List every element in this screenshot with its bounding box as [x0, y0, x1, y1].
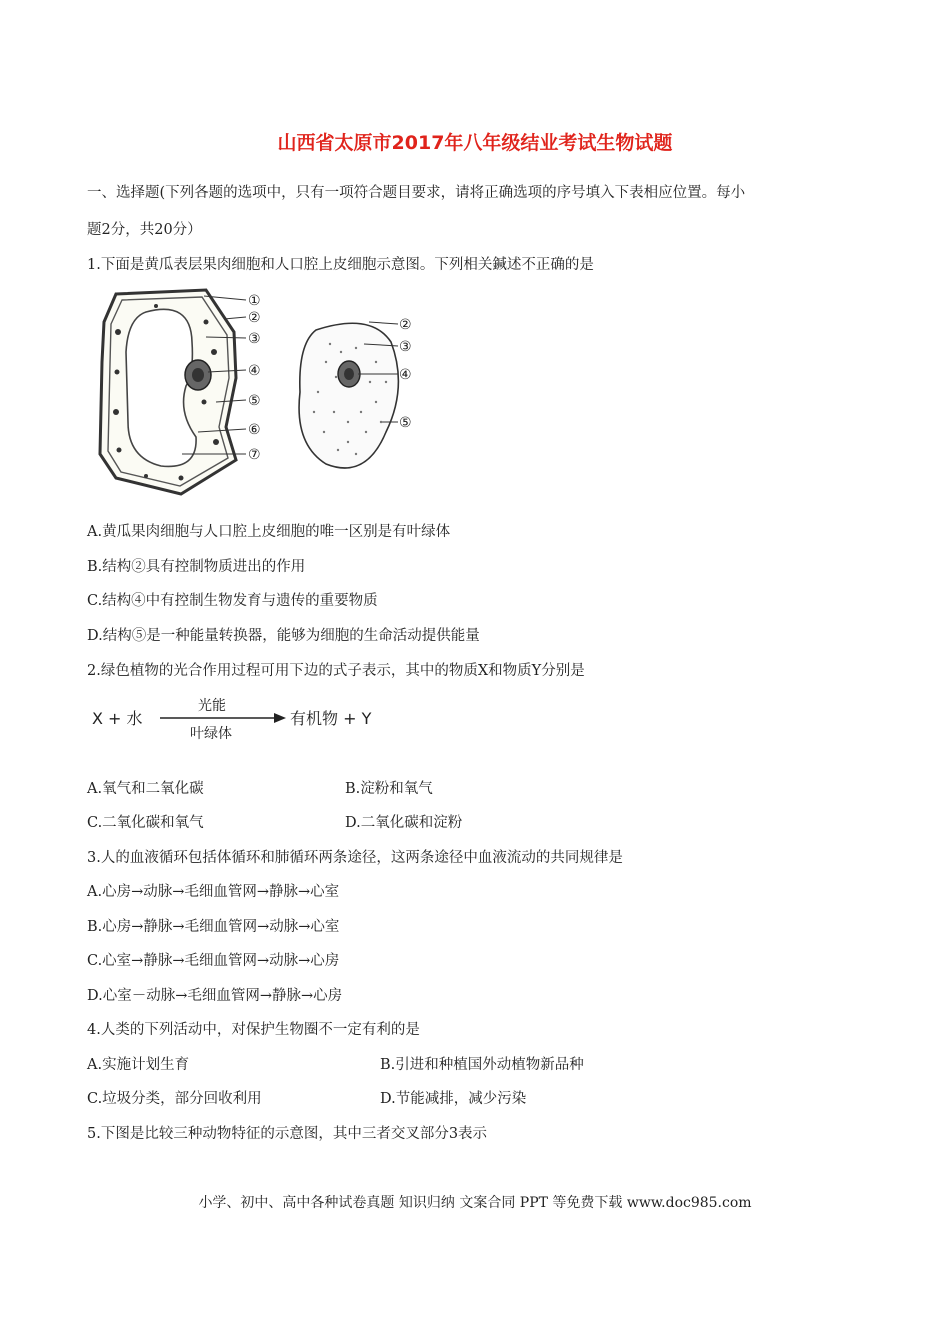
question-3-option-d: D.心室－动脉→毛细血管网→静脉→心房 — [87, 988, 343, 1004]
animal-label-5: ⑤ — [399, 415, 412, 431]
question-1-option-b: B.结构②具有控制物质进出的作用 — [87, 559, 306, 575]
plant-label-7: ⑦ — [248, 447, 261, 463]
plant-label-1: ① — [248, 293, 261, 309]
plant-label-3: ③ — [248, 331, 261, 347]
section-heading-line1: 一、选择题(下列各题的选项中，只有一项符合题目要求，请将正确选项的序号填入下表相应位置。每小 — [87, 185, 746, 201]
question-1-option-c: C.结构④中有控制生物发育与遗传的重要物质 — [87, 593, 378, 609]
question-4-option-a: A.实施计划生育 — [87, 1057, 190, 1073]
question-3-option-a: A.心房→动脉→毛细血管网→静脉→心室 — [87, 884, 340, 900]
equation-above-arrow: 光能 — [198, 698, 226, 714]
question-4-stem: 4.人类的下列活动中，对保护生物圈不一定有利的是 — [87, 1022, 420, 1038]
question-4-option-c: C.垃圾分类，部分回收利用 — [87, 1091, 262, 1107]
section-heading-line2: 题2分，共20分） — [87, 222, 202, 238]
cell-diagram — [86, 282, 426, 504]
photosynthesis-equation — [90, 690, 390, 750]
animal-label-2: ② — [399, 317, 412, 333]
question-2-option-b: B.淀粉和氧气 — [345, 781, 433, 797]
plant-label-5: ⑤ — [248, 393, 261, 409]
question-5-stem: 5.下图是比较三种动物特征的示意图，其中三者交叉部分3表示 — [87, 1126, 488, 1142]
animal-label-4: ④ — [399, 367, 412, 383]
page-footer: 小学、初中、高中各种试卷真题 知识归纳 文案合同 PPT 等免费下载 www.doc985.com — [198, 1195, 752, 1211]
animal-label-3: ③ — [399, 339, 412, 355]
equation-right: 有机物 + Y — [290, 709, 372, 728]
question-2-option-d: D.二氧化碳和淀粉 — [345, 815, 463, 831]
question-3-option-b: B.心房→静脉→毛细血管网→动脉→心室 — [87, 919, 340, 935]
page-title: 山西省太原市2017年八年级结业考试生物试题 — [277, 132, 673, 154]
question-2-option-c: C.二氧化碳和氧气 — [87, 815, 204, 831]
question-2-stem: 2.绿色植物的光合作用过程可用下边的式子表示，其中的物质X和物质Y分别是 — [87, 663, 585, 679]
equation-left: X + 水 — [92, 709, 143, 728]
question-1-stem: 1.下面是黄瓜表层果肉细胞和人口腔上皮细胞示意图。下列相关鍼述不正确的是 — [87, 257, 594, 273]
question-4-option-d: D.节能减排，减少污染 — [380, 1091, 527, 1107]
equation-below-arrow: 叶绿体 — [190, 726, 232, 742]
plant-label-6: ⑥ — [248, 422, 261, 438]
question-2-option-a: A.氧气和二氧化碳 — [87, 781, 204, 797]
question-4-option-b: B.引进和种植国外动植物新品种 — [380, 1057, 584, 1073]
question-3-stem: 3.人的血液循环包括体循环和肺循环两条途径，这两条途径中血液流动的共同规律是 — [87, 850, 623, 866]
question-1-option-d: D.结构⑤是一种能量转换器，能够为细胞的生命活动提供能量 — [87, 628, 480, 644]
plant-label-2: ② — [248, 310, 261, 326]
question-1-option-a: A.黄瓜果肉细胞与人口腔上皮细胞的唯一区别是有叶绿体 — [87, 524, 451, 540]
plant-label-4: ④ — [248, 363, 261, 379]
question-3-option-c: C.心室→静脉→毛细血管网→动脉→心房 — [87, 953, 340, 969]
